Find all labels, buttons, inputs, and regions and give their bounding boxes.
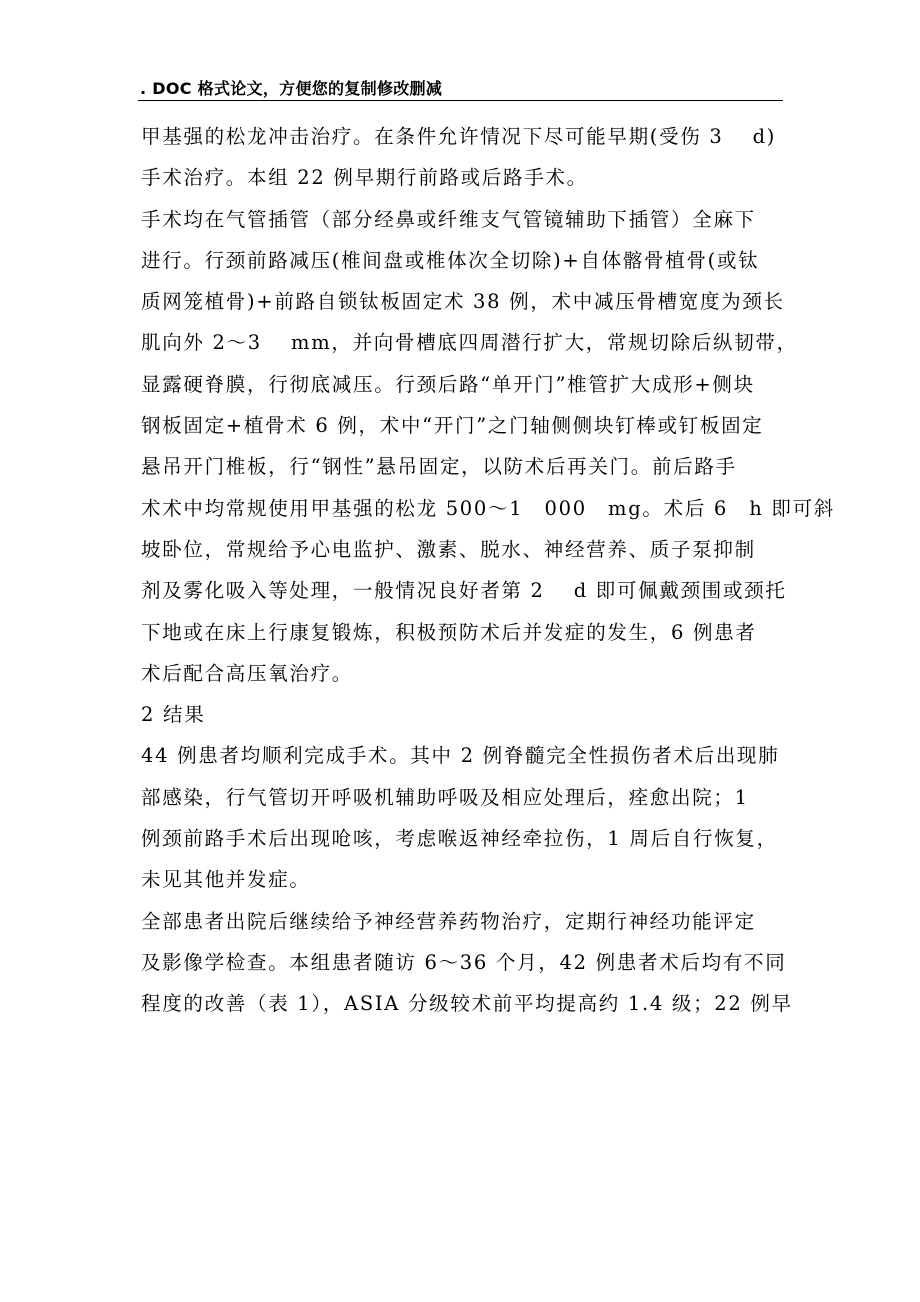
text-line: 例颈前路手术后出现呛咳，考虑喉返神经牵拉伤，1 周后自行恢复， [141, 827, 778, 851]
text-line: 悬吊开门椎板，行“钢性”悬吊固定，以防术后再关门。前后路手 [141, 455, 737, 479]
text-line: 程度的改善（表 1），ASIA 分级较术前平均提高约 1.4 级；22 例早 [141, 992, 793, 1016]
text-line: 未见其他并发症。 [141, 868, 311, 892]
text-line: 术术中均常规使用甲基强的松龙 500～1 000 mg。术后 6 h 即可斜 [141, 496, 835, 520]
text-line: 部感染，行气管切开呼吸机辅助呼吸及相应处理后，痊愈出院；1 [141, 785, 749, 809]
header-text: . DOC 格式论文，方便您的复制修改删减 [140, 79, 443, 98]
document-body [141, 116, 835, 1025]
text-line: 手术治疗。本组 22 例早期行前路或后路手术。 [141, 166, 588, 190]
text-line: 甲基强的松龙冲击治疗。在条件允许情况下尽可能早期(受伤 3 d) [141, 125, 777, 148]
text-line: 及影像学检查。本组患者随访 6～36 个月，42 例患者术后均有不同 [141, 950, 787, 974]
text-line: 坡卧位，常规给予心电监护、激素、脱水、神经营养、质子泵抑制 [141, 537, 756, 561]
text-line: 进行。行颈前路减压(椎间盘或椎体次全切除)+自体髂骨植骨(或钛 [141, 248, 760, 272]
text-line: 下地或在床上行康复锻炼，积极预防术后并发症的发生，6 例患者 [141, 620, 757, 644]
text-line: 剂及雾化吸入等处理，一般情况良好者第 2 d 即可佩戴颈围或颈托 [141, 579, 787, 603]
text-line: 质网笼植骨)+前路自锁钛板固定术 38 例，术中减压骨槽宽度为颈长 [141, 290, 785, 314]
text-line: 全部患者出院后继续给予神经营养药物治疗，定期行神经功能评定 [141, 909, 756, 933]
text-line: 44 例患者均顺利完成手术。其中 2 例脊髓完全性损伤者术后出现肺 [141, 744, 780, 768]
text-line: 肌向外 2～3 mm，并向骨槽底四周潜行扩大，常规切除后纵韧带， [141, 331, 798, 355]
text-line: 手术均在气管插管（部分经鼻或纤维支气管镜辅助下插管）全麻下 [141, 207, 756, 231]
text-line: 术后配合高压氧治疗。 [141, 661, 354, 685]
text-line: 显露硬脊膜，行彻底减压。行颈后路“单开门”椎管扩大成形+侧块 [141, 372, 755, 396]
section-heading: 2 结果 [141, 703, 206, 727]
document-header [138, 74, 783, 101]
text-line: 钢板固定+植骨术 6 例，术中“开门”之门轴侧侧块钉棒或钉板固定 [141, 414, 764, 438]
